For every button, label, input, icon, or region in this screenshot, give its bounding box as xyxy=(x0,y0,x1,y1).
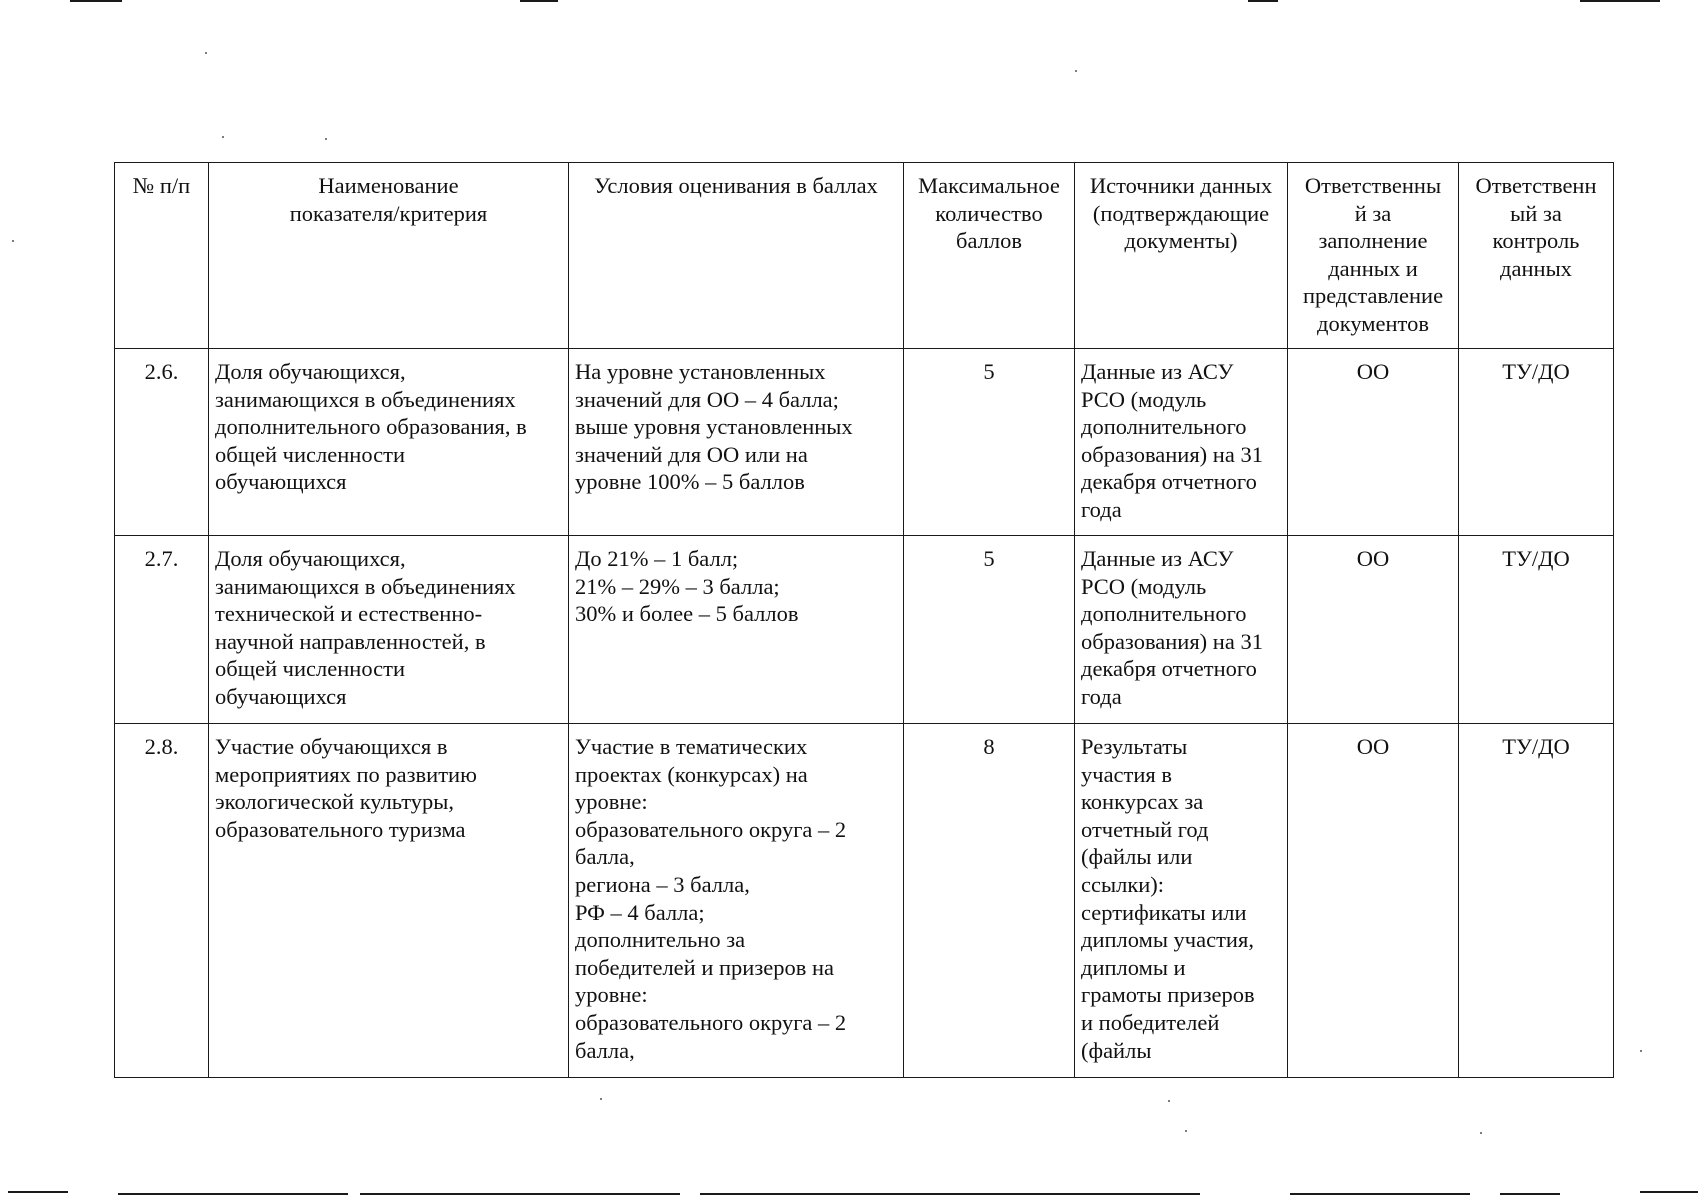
table-row xyxy=(115,349,1614,536)
row-indicator-name: Участие обучающихся в мероприятиях по развитию экологической культуры, образовательного туризма xyxy=(209,724,569,1078)
scan-edge-bottom-2 xyxy=(118,1193,348,1195)
scan-edge-top-right xyxy=(1248,0,1278,2)
scan-speck xyxy=(1185,1130,1187,1132)
header-responsible-filling: Ответственны й за заполнение данных и представление документов xyxy=(1288,163,1459,349)
row-responsible-filling: ОО xyxy=(1288,724,1459,1078)
row-data-sources: Результаты участия в конкурсах за отчетный год (файлы или ссылки): сертификаты или дипломы участия, дипломы и грамоты призеров и победителей (файлы xyxy=(1075,724,1288,1078)
row-responsible-filling: ОО xyxy=(1288,349,1459,536)
scan-speck xyxy=(1640,1050,1642,1052)
scan-edge-bottom-3 xyxy=(360,1193,680,1195)
scan-speck xyxy=(205,52,207,54)
scan-speck xyxy=(1168,1100,1170,1102)
row-number: 2.8. xyxy=(115,724,209,1078)
header-indicator-name: Наименование показателя/критерия xyxy=(209,163,569,349)
table-header-row xyxy=(115,163,1614,349)
header-evaluation-conditions: Условия оценивания в баллах xyxy=(569,163,904,349)
table-row xyxy=(115,536,1614,724)
scan-edge-bottom-5 xyxy=(1290,1193,1470,1195)
scan-speck xyxy=(325,138,327,140)
row-indicator-name: Доля обучающихся, занимающихся в объединениях дополнительного образования, в общей численности обучающихся xyxy=(209,349,569,536)
row-responsible-control: ТУ/ДО xyxy=(1459,724,1614,1078)
scan-speck xyxy=(222,136,224,138)
header-max-points: Максимальное количество баллов xyxy=(904,163,1075,349)
scan-speck xyxy=(1075,70,1077,72)
header-number: № п/п xyxy=(115,163,209,349)
criteria-table xyxy=(114,162,1614,1078)
scan-speck xyxy=(12,240,14,242)
scan-speck xyxy=(600,1098,602,1100)
row-max-points: 5 xyxy=(904,536,1075,724)
row-evaluation-conditions: На уровне установленных значений для ОО – 4 балла; выше уровня установленных значений для ОО или на уровне 100% – 5 баллов xyxy=(569,349,904,536)
scan-edge-bottom-6 xyxy=(1500,1193,1560,1195)
row-responsible-control: ТУ/ДО xyxy=(1459,536,1614,724)
row-data-sources: Данные из АСУ РСО (модуль дополнительного образования) на 31 декабря отчетного года xyxy=(1075,536,1288,724)
row-responsible-control: ТУ/ДО xyxy=(1459,349,1614,536)
scan-edge-top-mid xyxy=(520,0,558,2)
scan-edge-bottom-7 xyxy=(1640,1191,1698,1193)
scan-edge-top-far-right xyxy=(1580,0,1660,2)
scan-edge-bottom-1 xyxy=(8,1191,68,1193)
row-responsible-filling: ОО xyxy=(1288,536,1459,724)
header-data-sources: Источники данных (подтверждающие документы) xyxy=(1075,163,1288,349)
row-evaluation-conditions: До 21% – 1 балл; 21% – 29% – 3 балла; 30% и более – 5 баллов xyxy=(569,536,904,724)
row-indicator-name: Доля обучающихся, занимающихся в объединениях технической и естественно- научной направленностей, в общей численности обучающихся xyxy=(209,536,569,724)
row-data-sources: Данные из АСУ РСО (модуль дополнительного образования) на 31 декабря отчетного года xyxy=(1075,349,1288,536)
row-evaluation-conditions: Участие в тематических проектах (конкурсах) на уровне: образовательного округа – 2 балла, региона – 3 балла, РФ – 4 балла; дополнительно за победителей и призеров на уровне: образовательного округа – 2 балла, xyxy=(569,724,904,1078)
scan-edge-bottom-4 xyxy=(700,1193,1200,1195)
scan-edge-top-left xyxy=(70,0,122,2)
row-max-points: 8 xyxy=(904,724,1075,1078)
header-responsible-control: Ответственн ый за контроль данных xyxy=(1459,163,1614,349)
row-number: 2.7. xyxy=(115,536,209,724)
table-row xyxy=(115,724,1614,1078)
row-number: 2.6. xyxy=(115,349,209,536)
scan-speck xyxy=(1480,1132,1482,1134)
row-max-points: 5 xyxy=(904,349,1075,536)
